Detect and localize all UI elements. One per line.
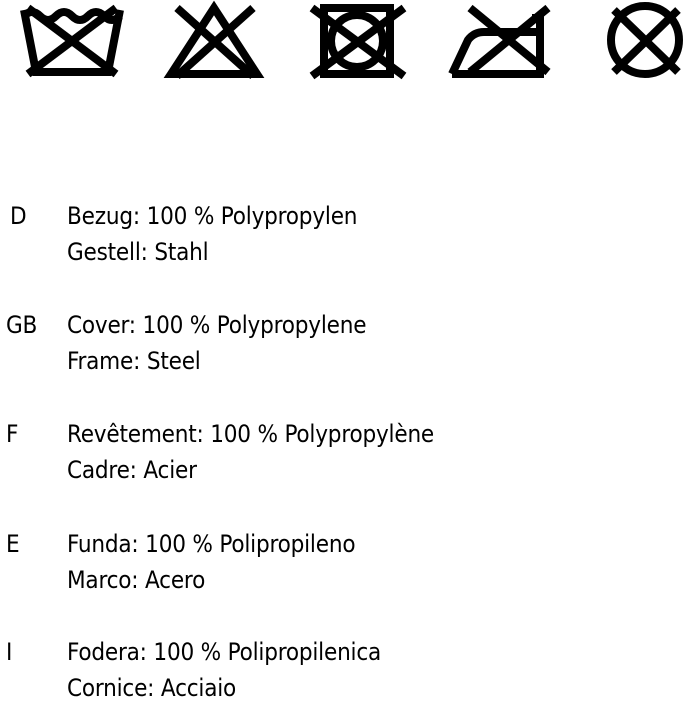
do-not-bleach-icon <box>165 0 265 80</box>
frame-material: Cornice: Acciaio <box>67 674 237 702</box>
cover-material: Fodera: 100 % Polipropilenica <box>67 638 382 666</box>
do-not-tumble-dry-icon <box>310 0 410 80</box>
frame-material: Cadre: Acier <box>67 456 197 484</box>
cover-material: Bezug: 100 % Polypropylen <box>67 202 358 230</box>
frame-material: Marco: Acero <box>67 566 206 594</box>
lang-code: D <box>10 202 27 230</box>
do-not-wash-icon <box>18 0 128 80</box>
lang-code: F <box>6 420 19 448</box>
lang-code: GB <box>6 311 38 339</box>
care-symbols-row <box>0 0 700 90</box>
frame-material: Gestell: Stahl <box>67 238 209 266</box>
cover-material: Funda: 100 % Polipropileno <box>67 530 356 558</box>
cover-material: Revêtement: 100 % Polypropylène <box>67 420 435 448</box>
frame-material: Frame: Steel <box>67 347 201 375</box>
do-not-iron-icon <box>448 0 558 80</box>
cover-material: Cover: 100 % Polypropylene <box>67 311 367 339</box>
lang-code: E <box>6 530 20 558</box>
do-not-dry-clean-icon <box>598 0 698 80</box>
lang-code: I <box>6 638 13 666</box>
